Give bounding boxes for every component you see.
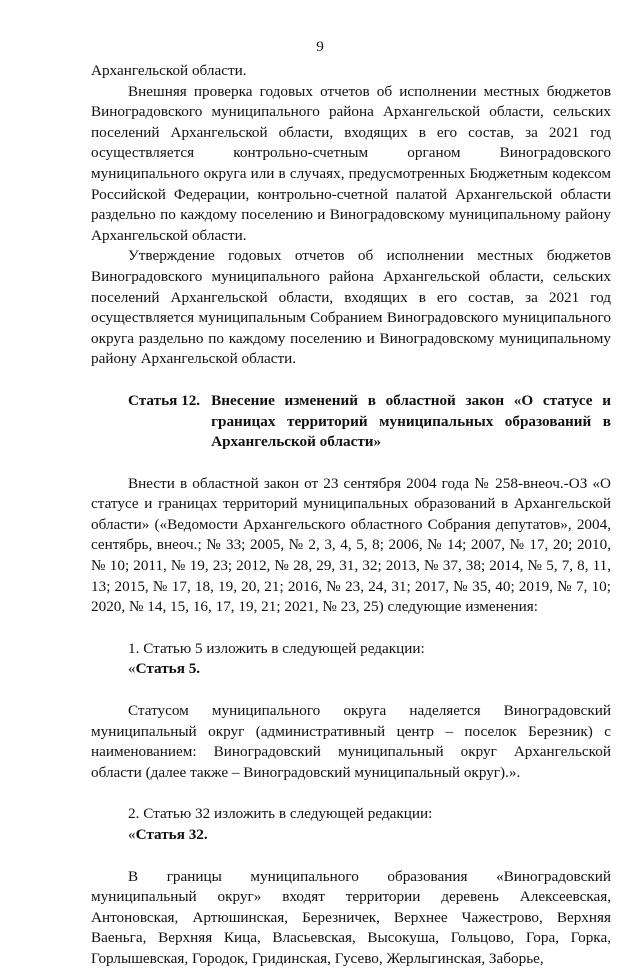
article-5-heading [91, 659, 611, 680]
spacer [91, 680, 611, 701]
spacer [91, 453, 611, 474]
paragraph-approval: Утверждение годовых отчетов об исполнении местных бюджетов Виноградовского муниципального района Архангельской области, сельских поселений Архангельской области, входящих в его состав, за 2021 год осуществляется муниципальным Собранием Виноградовского муниципального округа раздельно по каждому поселению и Виноградовскому муниципальному району Архангельской области. [91, 247, 611, 368]
article-12-heading [128, 391, 611, 453]
spacer [91, 846, 611, 867]
article-12-number: Статья 12. [128, 391, 201, 409]
page-number: 9 [316, 38, 324, 55]
article-32-label: Статья 32. [135, 826, 208, 843]
document-body [91, 61, 611, 970]
open-quote: « [128, 660, 136, 678]
paragraph-item-2: 2. Статью 32 изложить в следующей редакции: [128, 805, 433, 823]
paragraph-item-1: 1. Статью 5 изложить в следующей редакции: [128, 639, 425, 657]
paragraph-continuation: Архангельской области. [91, 62, 247, 79]
article-32-heading [91, 825, 611, 846]
paragraph-amendment-intro: Внести в областной закон от 23 сентября 2004 года № 258-внеоч.-ОЗ «О статусе и границах территорий муниципальных образований в Архангельской области» («Ведомости Архангельского областного Собрания депутатов», 2004, сентябрь, внеоч.; № 33; 2005, № 2, 3, 4, 5, 8; 2006, № 14; 2007, № 17, 20; 2010, № 10; 2011, № 19, 23; 2012, № 28, 29, 31, 32; 2013, № 37, 38; 2014, № 5, 7, 8, 11, 13; 2015, № 17, 18, 19, 20, 21; 2016, № 23, 24, 31; 2017, № 35, 40; 2019, № 7, 10; 2020, № 14, 15, 16, 17, 19, 21; 2021, № 23, 25) следующие изменения: [91, 474, 611, 616]
paragraph-external-audit: Внешняя проверка годовых отчетов об исполнении местных бюджетов Виноградовского муниципального района Архангельской области, сельских поселений Архангельской области, входящих в его состав, за 2021 год осуществляется контрольно-счетным органом Виноградовского муниципального округа или в случаях, предусмотренных Бюджетным кодексом Российской Федерации, контрольно-счетной палатой Архангельской области раздельно по каждому поселению и Виноградовскому муниципальному району Архангельской области. [91, 82, 611, 244]
spacer [91, 370, 611, 391]
spacer [91, 783, 611, 804]
open-quote: « [128, 826, 136, 843]
article-5-label: Статья 5. [135, 660, 201, 678]
article-12-title: Внесение изменений в областной закон «О статусе и границах территорий муниципальных образований в Архангельской области» [211, 391, 611, 451]
paragraph-article-32-text: В границы муниципального образования «Виноградовский муниципальный округ» входят территории деревень Алексеевская, Антоновская, Артюшинская, Березничек, Верхнее Чажестрово, Верхняя Ваеньга, Верхняя Кица, Власьевская, Высокуша, Гольцово, Гора, Горка, Горлышевская, Городок, Гридинская, Гусево, Жерлыгинская, Заборье, [91, 867, 611, 967]
paragraph-article-5-text: Статусом муниципального округа наделяется Виноградовский муниципальный округ (административный центр – поселок Березник) с наименованием: Виноградовский муниципальный округ Архангельской области (далее также – Виноградовский муниципальный округ).». [91, 702, 611, 781]
spacer [91, 618, 611, 639]
